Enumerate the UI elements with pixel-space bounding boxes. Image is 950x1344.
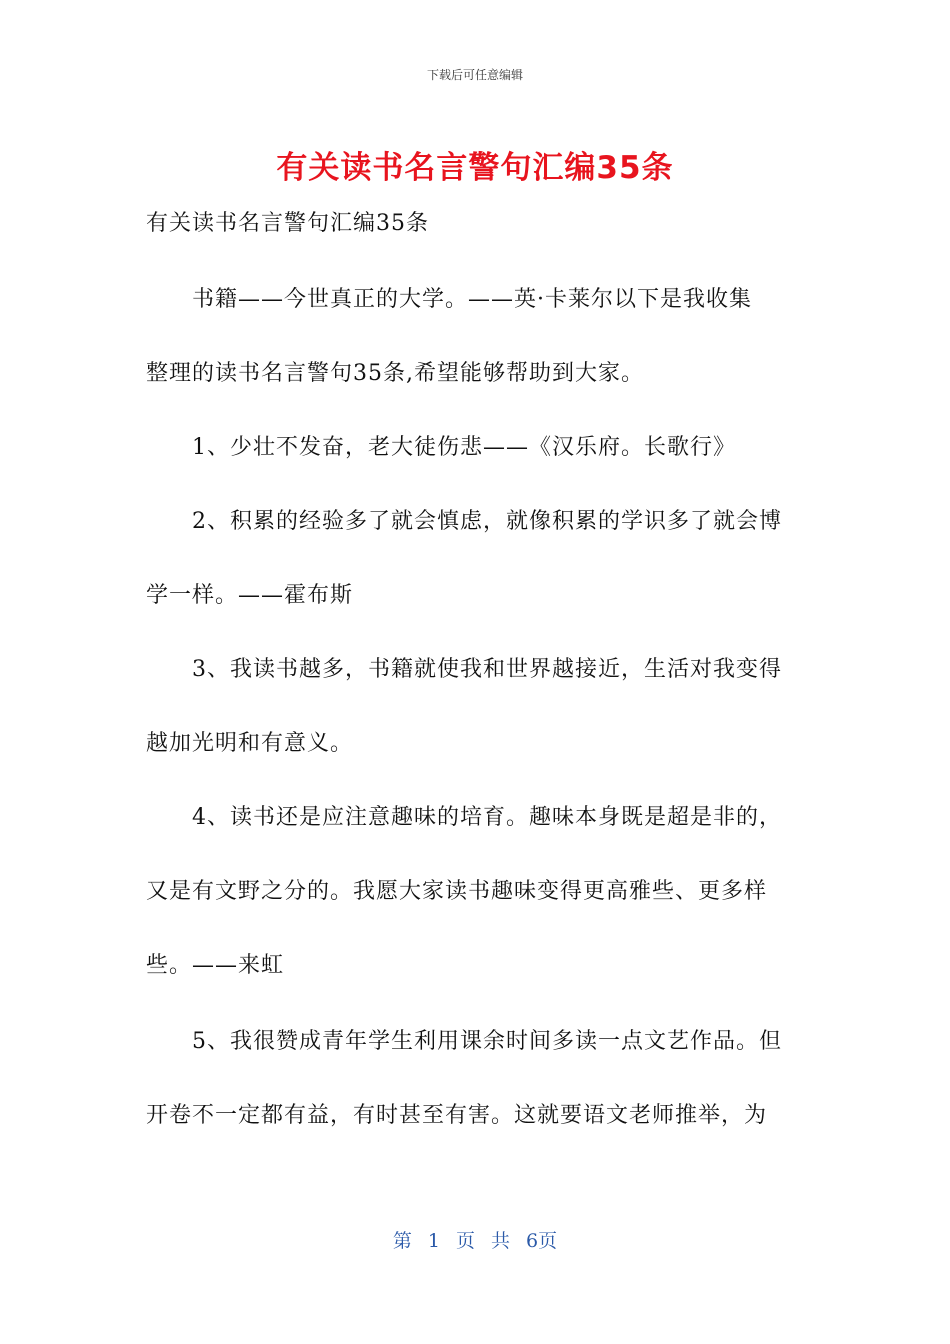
footer-gong: 共 — [491, 1230, 511, 1252]
document-title: 有关读书名言警句汇编35条 — [276, 150, 674, 186]
footer-di: 第 — [392, 1230, 412, 1252]
body-line: 5、我很赞成青年学生利用课余时间多读一点文艺作品。但 — [146, 1029, 782, 1054]
body-line: 整理的读书名言警句35条,希望能够帮助到大家。 — [146, 361, 644, 386]
body-line: 3、我读书越多，书籍就使我和世界越接近，生活对我变得 — [146, 657, 782, 682]
footer-total-pages: 6页 — [526, 1230, 558, 1252]
body-line: 越加光明和有意义。 — [146, 731, 354, 756]
body-line: 2、积累的经验多了就会慎虑，就像积累的学识多了就会博 — [146, 509, 782, 534]
body-line: 1、少壮不发奋，老大徒伤悲——《汉乐府。长歌行》 — [146, 435, 736, 460]
body-line: 又是有文野之分的。我愿大家读书趣味变得更高雅些、更多样 — [146, 879, 768, 904]
body-line: 学一样。——霍布斯 — [146, 583, 354, 608]
body-line: 书籍——今世真正的大学。——英·卡莱尔以下是我收集 — [146, 287, 752, 312]
footer-page-number: 1 — [427, 1230, 440, 1252]
footer-ye: 页 — [455, 1230, 475, 1252]
body-line: 4、读书还是应注意趣味的培育。趣味本身既是超是非的， — [146, 805, 782, 830]
page-footer — [0, 1226, 950, 1253]
body-line: 些。——来虹 — [146, 953, 285, 978]
page-header: 下载后可任意编辑 — [426, 68, 523, 82]
body-line: 开卷不一定都有益，有时甚至有害。这就要语文老师推举，为 — [146, 1103, 768, 1128]
subtitle-line: 有关读书名言警句汇编35条 — [146, 211, 429, 236]
